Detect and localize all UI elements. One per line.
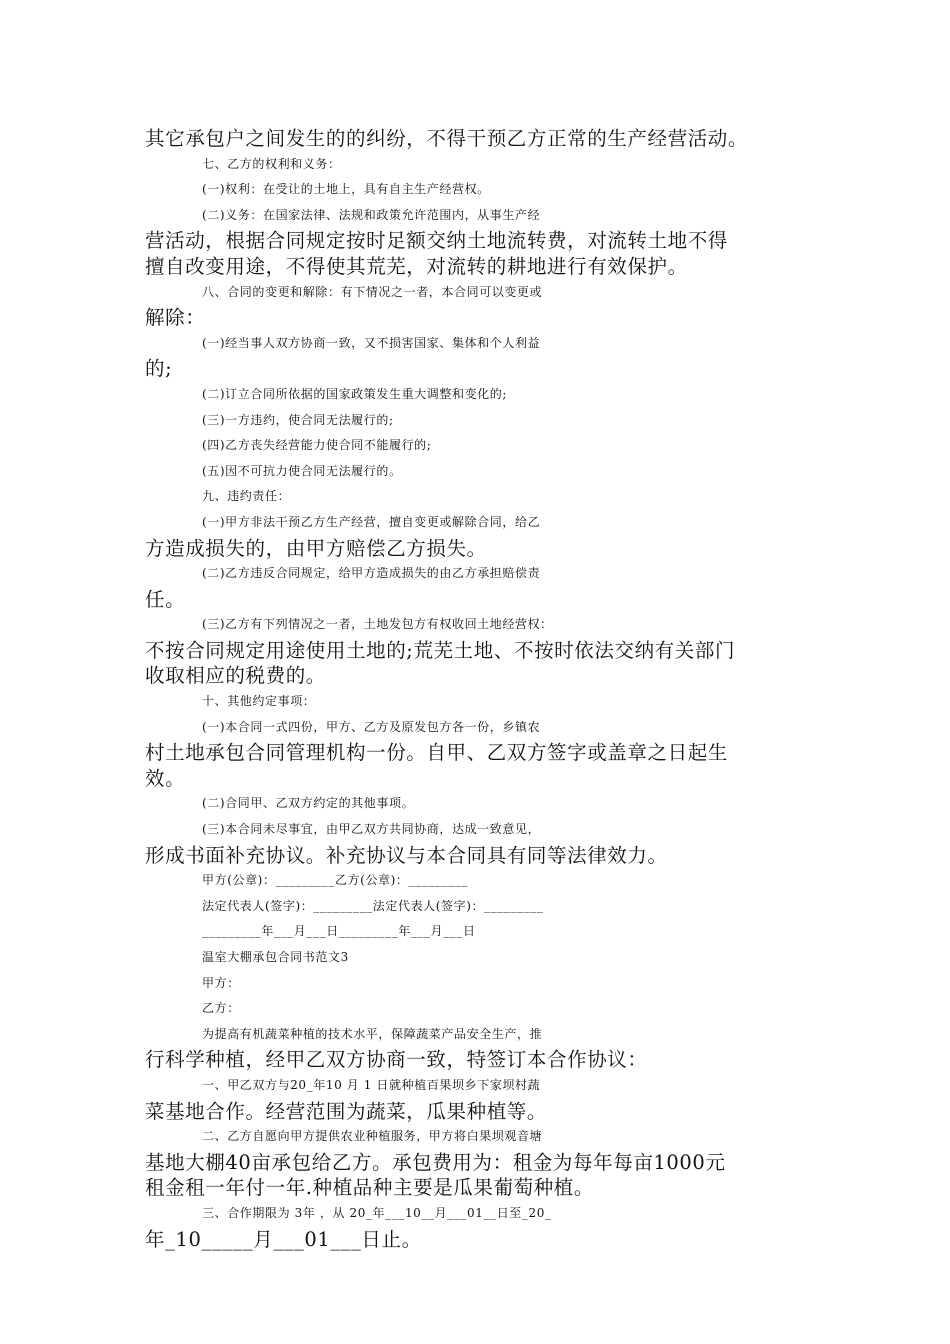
- text-line: (二)订立合同所依据的国家政策发生重大调整和变化的;: [202, 386, 508, 401]
- text-line: 年_10_____月___01___日止。: [145, 1227, 422, 1251]
- text-line: 七、乙方的权利和义务：: [202, 156, 341, 171]
- text-line: (五)因不可抗力使合同无法履行的。: [202, 463, 402, 478]
- text-line: (三)一方违约，使合同无法履行的;: [202, 412, 394, 427]
- text-line: (一)本合同一式四份，甲方、乙方及原发包方各一份，乡镇农: [202, 719, 541, 734]
- text-line: 三、合作期限为 3年 ，从 20_年___10__月___01__日至_20_: [202, 1205, 552, 1220]
- document-page: [145, 126, 815, 1252]
- text-line: 其它承包户之间发生的的纠纷，不得干预乙方正常的生产经营活动。: [145, 127, 749, 150]
- text-line: 十、其他约定事项：: [202, 694, 316, 709]
- text-line: (一)权利：在受让的土地上，具有自主生产经营权。: [202, 182, 490, 197]
- text-line: 甲方(公章)：_________乙方(公章)：_________: [202, 873, 468, 888]
- text-line: 租金租一年付一年.种植品种主要是瓜果葡萄种植。: [145, 1176, 594, 1200]
- text-line: 解除：: [145, 306, 206, 330]
- text-line: 基地大棚40亩承包给乙方。承包费用为：租金为每年每亩1000元: [145, 1150, 726, 1174]
- text-line: (二)乙方违反合同规定，给甲方造成损失的由乙方承担赔偿责: [202, 566, 541, 581]
- text-line: (一)经当事人双方协商一致，又不损害国家、集体和个人利益: [202, 335, 541, 350]
- text-line: 甲方：: [202, 975, 240, 990]
- text-line: 八、合同的变更和解除：有下情况之一者，本合同可以变更或: [202, 284, 543, 299]
- text-line: 法定代表人(签字)：_________法定代表人(签字)：_________: [202, 898, 544, 913]
- text-line: 效。: [145, 766, 186, 790]
- text-line: 温室大棚承包合同书范文3: [202, 950, 349, 964]
- text-line: 擅自改变用途，不得使其荒芜，对流转的耕地进行有效保护。: [145, 254, 688, 278]
- text-line: 形成书面补充协议。补充协议与本合同具有同等法律效力。: [145, 843, 668, 867]
- text-line: 不按合同规定用途使用土地的;荒芜土地、不按时依法交纳有关部门: [145, 638, 736, 662]
- text-line: 乙方：: [202, 1001, 240, 1016]
- text-line: 菜基地合作。经营范围为蔬菜，瓜果种植等。: [145, 1099, 548, 1123]
- text-line: (三)乙方有下列情况之一者，土地发包方有权收回土地经营权：: [202, 617, 553, 632]
- text-line: 为提高有机蔬菜种植的技术水平，保障蔬菜产品安全生产，推: [202, 1026, 543, 1041]
- text-line: 行科学种植，经甲乙双方协商一致，特签订本合作协议：: [145, 1048, 648, 1072]
- text-line: (三)本合同未尽事宜，由甲乙双方共同协商，达成一致意见，: [202, 822, 541, 837]
- text-line: 村土地承包合同管理机构一份。自甲、乙双方签字或盖章之日起生: [145, 741, 728, 765]
- text-line: 九、违约责任：: [202, 489, 291, 504]
- text-line: 收取相应的税费的。: [145, 664, 326, 688]
- text-line: 方造成损失的，由甲方赔偿乙方损失。: [145, 536, 487, 560]
- text-line: (二)合同甲、乙双方约定的其他事项。: [202, 796, 415, 811]
- text-line: 营活动，根据合同规定按时足额交纳土地流转费，对流转土地不得: [145, 229, 728, 253]
- text-line: (二)义务：在国家法律、法规和政策允许范围内，从事生产经: [202, 207, 541, 222]
- text-line: (一)甲方非法干预乙方生产经营，擅自变更或解除合同，给乙: [202, 514, 541, 529]
- text-line: (四)乙方丧失经营能力使合同不能履行的;: [202, 438, 432, 453]
- text-line: 任。: [145, 587, 186, 611]
- text-line: 的;: [145, 357, 173, 381]
- text-line: 一、甲乙双方与20_年10 月 1 日就种植百果坝乡下家坝村蔬: [202, 1077, 541, 1092]
- text-line: _________年___月___日_________年___月___日: [202, 924, 476, 939]
- text-line: 二、乙方自愿向甲方提供农业种植服务，甲方将白果坝观音塘: [202, 1129, 543, 1144]
